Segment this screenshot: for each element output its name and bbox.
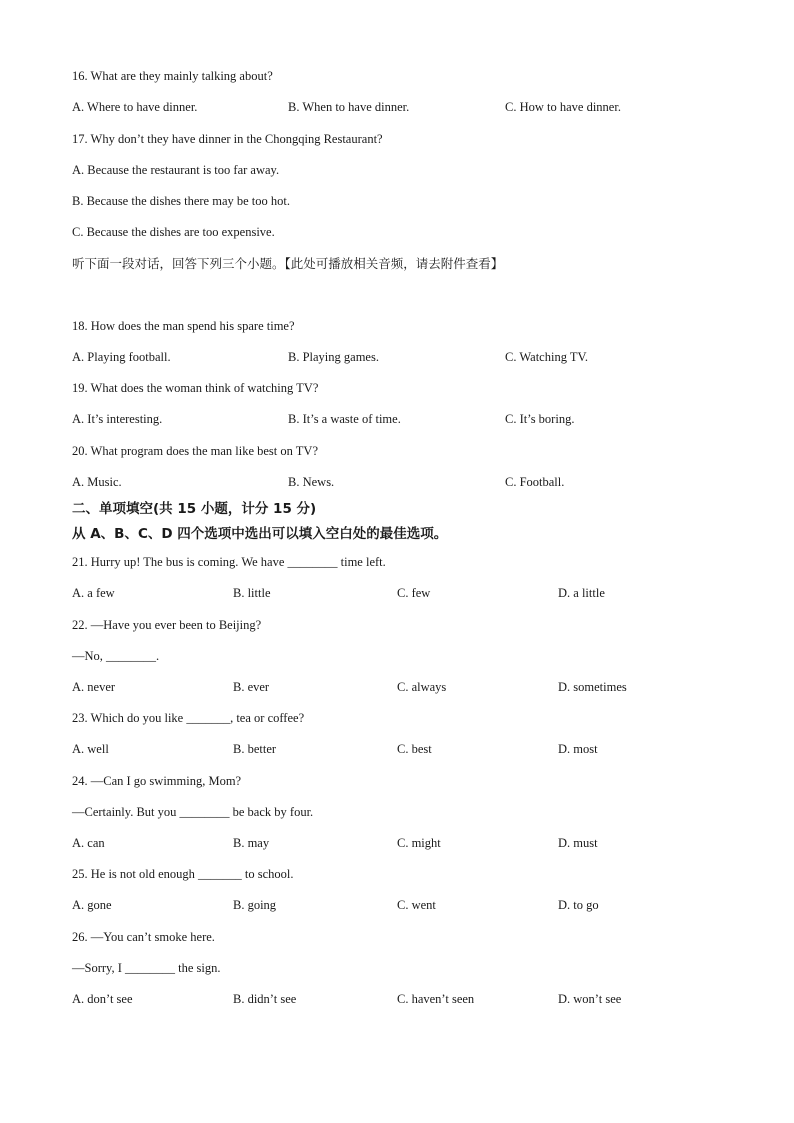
option-d: D. must	[558, 836, 598, 850]
option-b: B. may	[233, 836, 270, 850]
option-a: A. well	[72, 742, 109, 756]
option-a: A. never	[72, 680, 116, 694]
question-19-options	[72, 411, 732, 427]
option-b: B. When to have dinner.	[288, 100, 410, 114]
option-b: B. News.	[288, 475, 335, 489]
question-26-reply: —Sorry, I ________ the sign.	[72, 961, 221, 975]
option-c: C. went	[397, 898, 436, 912]
question-24-stem: 24. —Can I go swimming, Mom?	[72, 774, 242, 788]
question-16-options	[72, 99, 732, 115]
option-c: C. How to have dinner.	[505, 100, 621, 114]
option-b: B. better	[233, 742, 277, 756]
option-b: B. It’s a waste of time.	[288, 412, 401, 426]
question-19-stem: 19. What does the woman think of watching TV?	[72, 381, 319, 395]
option-d: D. most	[558, 742, 598, 756]
question-16-stem: 16. What are they mainly talking about?	[72, 69, 273, 83]
question-25-stem: 25. He is not old enough _______ to school.	[72, 867, 294, 881]
question-25-options	[72, 897, 732, 913]
question-22-reply: —No, ________.	[72, 649, 160, 663]
listening-instruction: 听下面一段对话，回答下列三个小题。【此处可播放相关音频，请去附件查看】	[72, 256, 504, 271]
option-c: C. few	[397, 586, 431, 600]
option-b: B. little	[233, 586, 271, 600]
option-a: A. Because the restaurant is too far away.	[72, 163, 280, 177]
option-a: A. gone	[72, 898, 112, 912]
question-26-stem: 26. —You can’t smoke here.	[72, 930, 215, 944]
question-20-stem: 20. What program does the man like best on TV?	[72, 444, 319, 458]
option-b: B. Playing games.	[288, 350, 379, 364]
option-a: A. don’t see	[72, 992, 133, 1006]
question-17-stem: 17. Why don’t they have dinner in the Chongqing Restaurant?	[72, 132, 383, 146]
option-b: B. going	[233, 898, 277, 912]
option-c: C. always	[397, 680, 447, 694]
question-20-options	[72, 474, 732, 490]
option-c: C. Football.	[505, 475, 565, 489]
option-d: D. a little	[558, 586, 605, 600]
question-18-stem: 18. How does the man spend his spare time?	[72, 319, 295, 333]
section-2-title: 二、单项填空(共 15 小题，计分 15 分)	[72, 501, 317, 517]
option-a: A. It’s interesting.	[72, 412, 163, 426]
option-a: A. a few	[72, 586, 115, 600]
question-22-stem: 22. —Have you ever been to Beijing?	[72, 618, 262, 632]
question-18-options	[72, 349, 732, 365]
option-c: C. Watching TV.	[505, 350, 589, 364]
option-d: D. sometimes	[558, 680, 627, 694]
option-c: C. Because the dishes are too expensive.	[72, 225, 275, 239]
option-b: B. ever	[233, 680, 270, 694]
option-a: A. Music.	[72, 475, 122, 489]
option-b: B. didn’t see	[233, 992, 297, 1006]
option-b: B. Because the dishes there may be too hot.	[72, 194, 290, 208]
question-23-stem: 23. Which do you like _______, tea or coffee?	[72, 711, 305, 725]
question-24-options	[72, 835, 732, 851]
option-c: C. It’s boring.	[505, 412, 575, 426]
option-d: D. to go	[558, 898, 599, 912]
option-a: A. Where to have dinner.	[72, 100, 198, 114]
question-21-options	[72, 585, 732, 601]
option-d: D. won’t see	[558, 992, 622, 1006]
question-22-options	[72, 679, 732, 695]
option-a: A. Playing football.	[72, 350, 171, 364]
option-c: C. haven’t seen	[397, 992, 475, 1006]
option-c: C. might	[397, 836, 441, 850]
question-24-reply: —Certainly. But you ________ be back by four.	[72, 805, 314, 819]
option-a: A. can	[72, 836, 105, 850]
question-26-options	[72, 991, 732, 1007]
section-2-instruction: 从 A、B、C、D 四个选项中选出可以填入空白处的最佳选项。	[72, 526, 448, 542]
option-c: C. best	[397, 742, 432, 756]
question-23-options	[72, 741, 732, 757]
question-21-stem: 21. Hurry up! The bus is coming. We have ________ time left.	[72, 555, 386, 569]
